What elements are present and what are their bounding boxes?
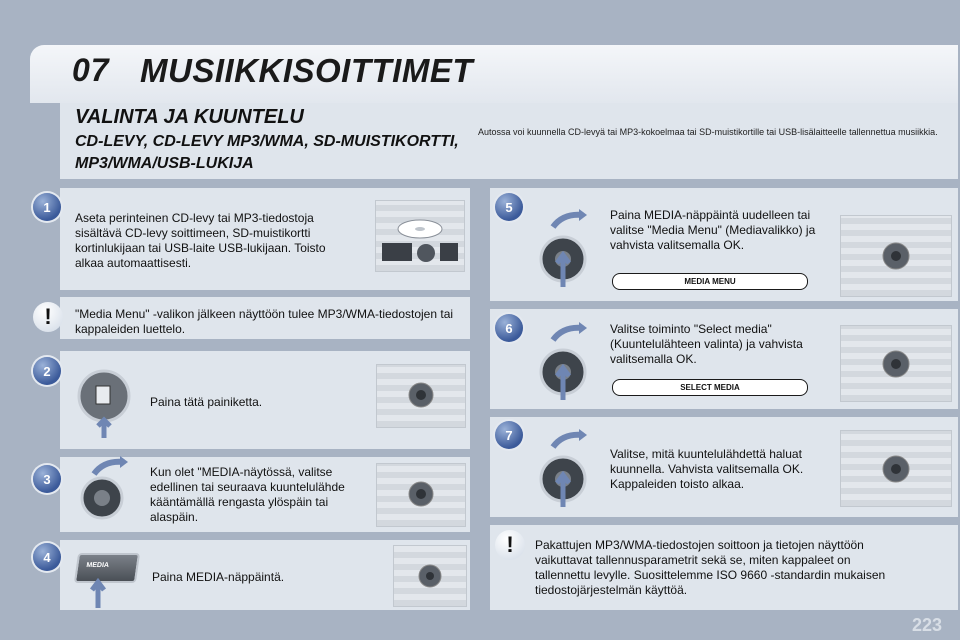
media-key-label: MEDIA: [85, 562, 110, 569]
step-6-text: Valitse toiminto "Select media" (Kuuntelulähteen valinta) ja vahvista valitsemalla OK.: [610, 322, 803, 366]
step-1-badge: 1: [33, 193, 61, 221]
section-intro: Autossa voi kuunnella CD-levyä tai MP3-kokoelmaa tai SD-muistikortille tai USB-lisälaitteelle tallennettua musiikkia.: [478, 127, 938, 137]
step-2-badge: 2: [33, 357, 61, 385]
rotary-knob-icon: [76, 452, 136, 532]
radio-image-4: [393, 545, 467, 607]
section-title: VALINTA JA KUUNTELU: [75, 106, 304, 128]
rotary-knob-icon: [535, 318, 597, 404]
warning-1-icon: !: [33, 302, 63, 332]
radio-image-7: [840, 430, 952, 507]
page-number: 223: [911, 615, 942, 635]
step-4-text: Paina MEDIA-näppäintä.: [152, 570, 285, 584]
step-5-text: Paina MEDIA-näppäintä uudelleen tai valitse "Media Menu" (Mediavalikko) ja vahvista valitsemalla OK.: [610, 208, 816, 252]
step-2-text: Paina tätä painiketta.: [150, 395, 263, 409]
radio-dial-icon: [377, 464, 465, 526]
radio-image-6: [840, 325, 952, 402]
select-media-label: SELECT MEDIA: [612, 379, 808, 396]
radio-image-2: [376, 364, 466, 428]
arrow-up-icon: [88, 578, 108, 610]
chapter-number: 07: [72, 52, 110, 88]
step-3-text: Kun olet "MEDIA-näytössä, valitse edellinen tai seuraava kuuntelulähde kääntämällä rengasta ylöspäin tai alaspäin.: [150, 465, 345, 524]
radio-image-3: [376, 463, 466, 527]
section-subtitle: CD-LEVY, CD-LEVY MP3/WMA, SD-MUISTIKORTTI, MP3/WMA/USB-LUKIJA: [75, 133, 459, 172]
warning-2-text: Pakattujen MP3/WMA-tiedostojen soittoon ja tietojen näyttöön vaikuttavat tallennusparametrit sekä se, miten kappaleet on tallennettu levylle. Suosittelemme ISO 9660 -standardin mukaisen tiedostojärjestelmän käyttöä.: [535, 538, 886, 597]
radio-dial-icon: [394, 546, 466, 606]
radio-dial-icon: [841, 326, 951, 401]
cd-player-image: [375, 200, 465, 272]
step-3-badge: 3: [33, 465, 61, 493]
rotary-knob-icon: [535, 205, 597, 291]
cd-disc-icon: [376, 201, 464, 271]
page-title: MUSIIKKISOITTIMET: [140, 52, 473, 89]
radio-dial-icon: [841, 431, 951, 506]
media-menu-label: MEDIA MENU: [612, 273, 808, 290]
step-7-badge: 7: [495, 421, 523, 449]
radio-dial-icon: [841, 216, 951, 296]
radio-dial-icon: [377, 365, 465, 427]
radio-image-5: [840, 215, 952, 297]
step-5-badge: 5: [495, 193, 523, 221]
warning-1-text: "Media Menu" -valikon jälkeen näyttöön tulee MP3/WMA-tiedostojen tai kappaleiden luettelo.: [75, 307, 454, 336]
step-4-badge: 4: [33, 543, 61, 571]
step-7-text: Valitse, mitä kuuntelulähdettä haluat kuunnella. Vahvista valitsemalla OK. Kappaleiden toisto alkaa.: [610, 447, 804, 491]
media-button-icon: [76, 362, 132, 442]
warning-2-icon: !: [495, 530, 525, 560]
rotary-knob-icon: [535, 425, 597, 511]
step-1-text: Aseta perinteinen CD-levy tai MP3-tiedostoja sisältävä CD-levy soittimeen, SD-muistikortti kortinlukijaan tai USB-laite USB-lukijaan. Toisto alkaa automaattisesti.: [75, 211, 326, 270]
step-6-badge: 6: [495, 314, 523, 342]
